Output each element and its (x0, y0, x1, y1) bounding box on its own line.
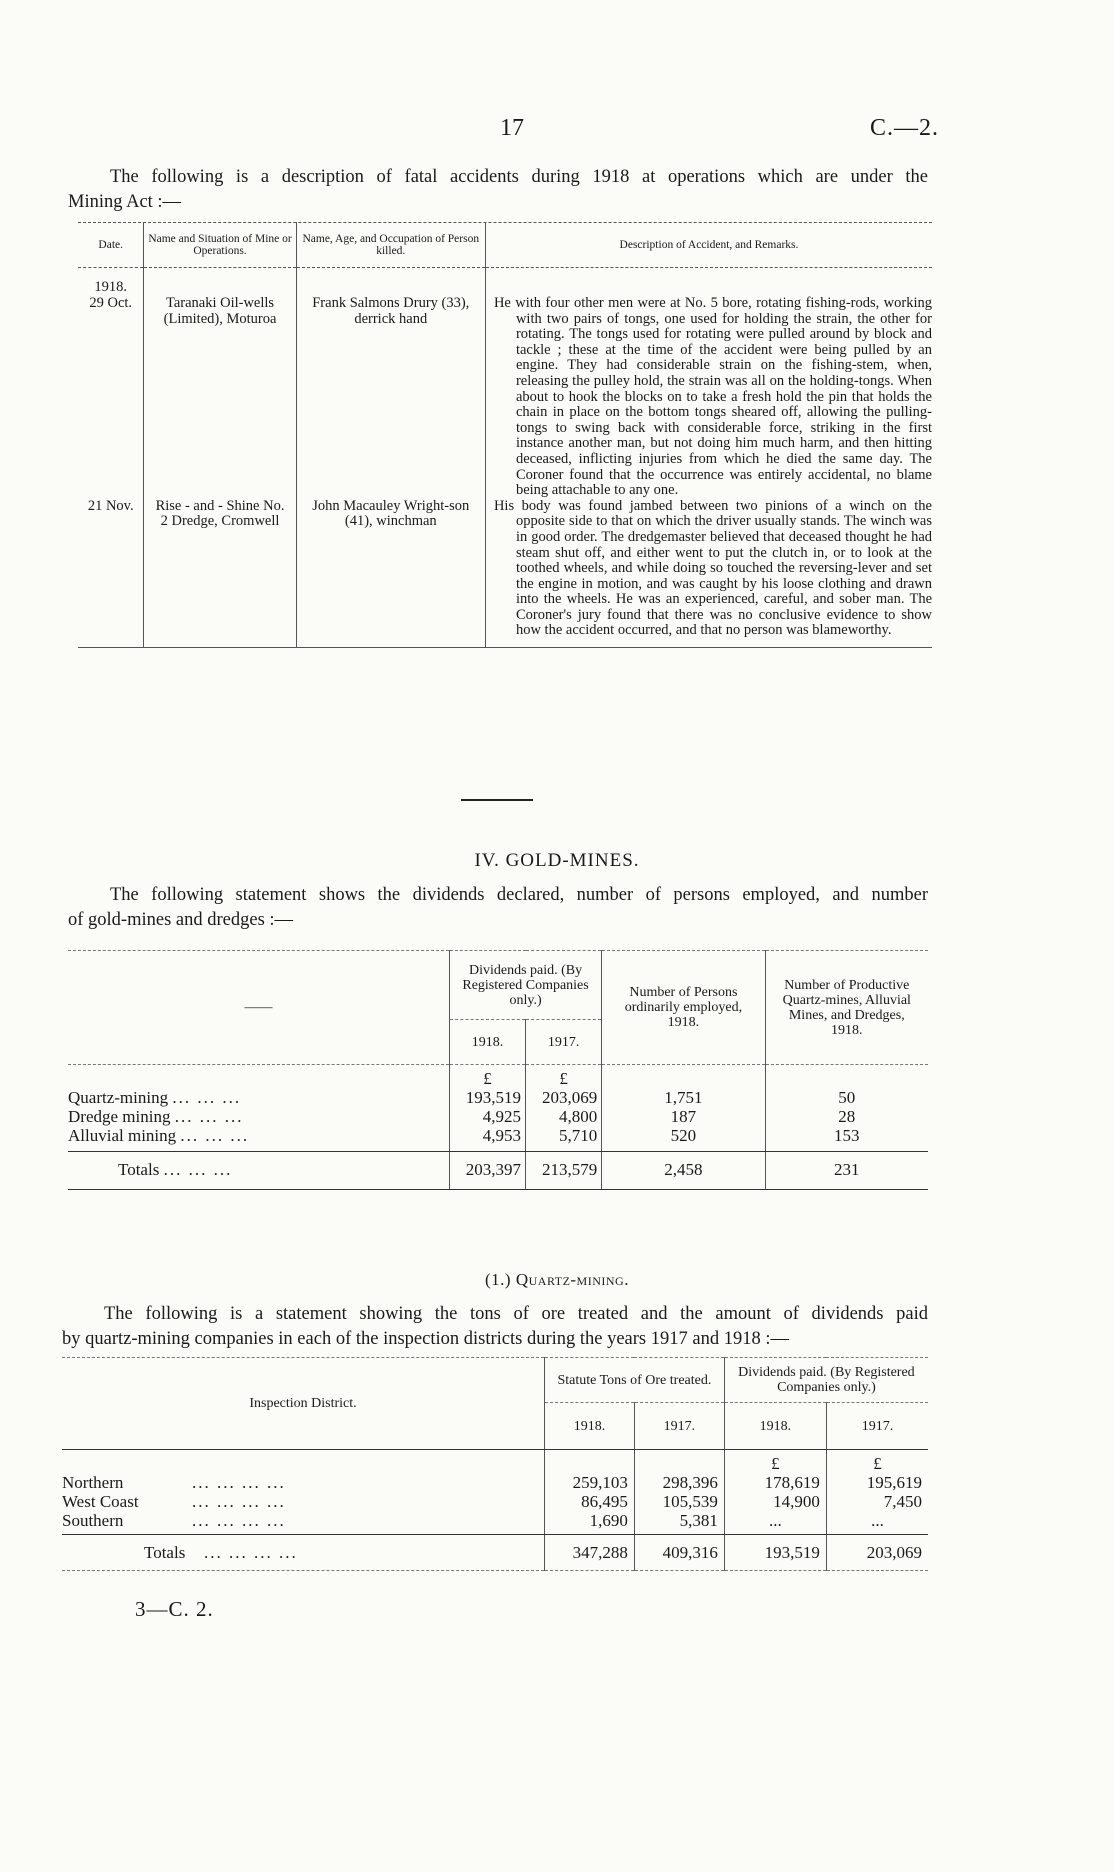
accidents-intro (68, 165, 928, 215)
quartz-row-label: West Coast (62, 1492, 139, 1511)
accidents-header-mine: Name and Situation of Mine or Operations. (144, 222, 296, 268)
quartz-div-1917: 195,619 (826, 1473, 928, 1492)
table-row (68, 1088, 928, 1107)
gold-row-label: Quartz-mining (68, 1088, 169, 1107)
gold-blank-header: —— (68, 951, 449, 1065)
quartz-tons-1918: 259,103 (545, 1473, 635, 1492)
gold-div-1918: 4,953 (449, 1126, 525, 1152)
accidents-intro-line2: Mining Act :— (68, 192, 182, 212)
quartz-div-1918: 14,900 (724, 1492, 826, 1511)
quartz-totals-label: Totals (144, 1543, 186, 1562)
quartz-currency-1918: £ (724, 1450, 826, 1474)
table-row (62, 1473, 928, 1492)
quartz-row-label: Northern (62, 1473, 124, 1492)
gold-div-1917: 4,800 (526, 1107, 602, 1126)
gold-div-1917: 5,710 (526, 1126, 602, 1152)
accident-mine: Rise - and - Shine No. 2 Dredge, Cromwell (144, 499, 296, 648)
leader-dots: ... ... ... ... (192, 1473, 286, 1492)
gold-total-div-1918: 203,397 (449, 1152, 525, 1190)
accidents-header-date: Date. (78, 222, 144, 268)
page-signature: 3—C. 2. (135, 1597, 214, 1621)
gold-dividends-header: Dividends paid. (By Registered Companies only.) (449, 951, 601, 1020)
quartz-tons-header: Statute Tons of Ore treated. (545, 1358, 725, 1403)
accident-date-cell (78, 499, 144, 648)
accidents-header-description: Description of Accident, and Remarks. (485, 222, 932, 268)
gold-year-1918-header: 1918. (449, 1020, 525, 1065)
quartz-total-div-1917: 203,069 (826, 1535, 928, 1571)
leader-dots: ... ... ... (180, 1126, 250, 1145)
gold-mines-count: 153 (765, 1126, 928, 1152)
quartz-district-header: Inspection District. (62, 1358, 545, 1450)
quartz-tons-1918: 86,495 (545, 1492, 635, 1511)
table-row-totals (68, 1152, 928, 1190)
accidents-table (78, 222, 932, 648)
accident-person: John Macauley Wright-son (41), winchman (296, 499, 485, 648)
leader-dots: ... ... ... ... (192, 1492, 286, 1511)
quartz-tons-1917: 105,539 (634, 1492, 724, 1511)
quartz-tons-1917: 5,381 (634, 1511, 724, 1535)
page-number: 17 (500, 115, 524, 141)
accident-date: 21 Nov. (87, 497, 134, 514)
quartz-tons-1918: 1,690 (545, 1511, 635, 1535)
table-row (68, 1126, 928, 1152)
accident-date-cell (78, 268, 144, 499)
accidents-header-person: Name, Age, and Occupation of Person killed. (296, 222, 485, 268)
leader-dots: ... ... ... (174, 1107, 244, 1126)
quartz-total-div-1918: 193,519 (724, 1535, 826, 1571)
gold-persons: 187 (602, 1107, 765, 1126)
table-row (78, 268, 932, 499)
quartz-mining-heading (0, 1270, 1114, 1290)
accident-description: His body was found jambed between two pinions of a winch on the opposite side to that on which the driver usually stands. The winch was in good order. The dredgemaster believed that deceased thought he had steam shut off, and either went to put the clutch in, or to look at the toothed wheels, and while doing so touched the reversing-lever and set the engine in motion, and was caught by his loose clothing and drawn into the wheels. He was an experienced, careful, and sober man. The Coroner's jury found that there was no conclusive evidence to show how the accident occurred, and that no person was blameworthy. (493, 497, 932, 639)
quartz-div-1917: 7,450 (826, 1492, 928, 1511)
accident-description: He with four other men were at No. 5 bore, rotating fishing-rods, working with two pairs of tongs, one used for holding the strain, the other for rotating. The tongs used for rotating were pulled around by block and tackle ; these at the time of the accident were being pulled by an engine. They had considerable strain on the fishing-stem, when, releasing the pulley hold, the strain was all on the holding-tongs. When about to hook the blocks on to take a fresh hold the pin that holds the chain in place on the bottom tongs sheared off, allowing the pulling-tongs to swing back with considerable force, striking in the first instance another man, but not doing him much harm, and then hitting deceased, inflicting injuries from which he died the same day. The Coroner found that the occurrence was entirely accidental, no blame being attachable to any one. (493, 295, 932, 499)
table-row-totals (62, 1535, 928, 1571)
gold-totals-label: Totals (118, 1160, 160, 1179)
quartz-tons-1917: 298,396 (634, 1473, 724, 1492)
quartz-div-1917-header: 1917. (826, 1403, 928, 1450)
quartz-div-1917: ... (826, 1511, 928, 1535)
accident-year: 1918. (94, 279, 128, 295)
accident-description-cell (485, 268, 932, 499)
gold-row-label: Alluvial mining (68, 1126, 177, 1145)
leader-dots: ... ... ... ... (192, 1511, 286, 1530)
quartz-intro (62, 1302, 928, 1352)
quartz-dividends-header: Dividends paid. (By Registered Companies only.) (724, 1358, 928, 1403)
leader-dots: ... ... ... (172, 1088, 242, 1107)
gold-mines-count-header: Number of Productive Quartz-mines, Alluvial Mines, and Dredges, 1918. (765, 951, 928, 1065)
accident-date: 29 Oct. (89, 294, 133, 311)
table-row (78, 499, 932, 648)
table-row (62, 1492, 928, 1511)
gold-persons: 520 (602, 1126, 765, 1152)
gold-mines-count: 28 (765, 1107, 928, 1126)
quartz-total-tons-1918: 347,288 (545, 1535, 635, 1571)
accidents-intro-line1: The following is a description of fatal accidents during 1918 at operations which are under the (110, 167, 928, 187)
gold-mines-table (68, 950, 928, 1190)
gold-intro-line2: of gold-mines and dredges :— (68, 910, 294, 930)
gold-year-1917-header: 1917. (526, 1020, 602, 1065)
accident-description-cell (485, 499, 932, 648)
gold-total-mines: 231 (765, 1152, 928, 1190)
quartz-row-label: Southern (62, 1511, 124, 1530)
leader-dots: ... ... ... ... (204, 1543, 298, 1562)
section-divider (461, 799, 533, 801)
quartz-div-1918: 178,619 (724, 1473, 826, 1492)
gold-intro-line1: The following statement shows the dividends declared, number of persons employed, and number (110, 885, 928, 905)
quartz-heading-prefix: (1.) (485, 1270, 516, 1289)
quartz-total-tons-1917: 409,316 (634, 1535, 724, 1571)
gold-div-1917: 203,069 (526, 1088, 602, 1107)
quartz-intro-line2: by quartz-mining companies in each of the inspection districts during the years 1917 and 1918 :— (62, 1329, 789, 1349)
page-reference: C.—2. (870, 115, 940, 141)
leader-dots: ... ... ... (163, 1160, 233, 1179)
gold-persons: 1,751 (602, 1088, 765, 1107)
gold-currency-1917: £ (526, 1065, 602, 1089)
quartz-heading-text: Quartz-mining. (515, 1270, 629, 1289)
gold-currency-1918: £ (449, 1065, 525, 1089)
gold-mines-count: 50 (765, 1088, 928, 1107)
quartz-intro-line1: The following is a statement showing the tons of ore treated and the amount of dividends paid (104, 1304, 928, 1324)
table-row (68, 1107, 928, 1126)
gold-persons-header: Number of Persons ordinarily employed, 1918. (602, 951, 765, 1065)
gold-mines-heading: IV. GOLD-MINES. (474, 850, 640, 871)
table-row (62, 1511, 928, 1535)
quartz-tons-1917-header: 1917. (634, 1403, 724, 1450)
quartz-tons-1918-header: 1918. (545, 1403, 635, 1450)
gold-row-label: Dredge mining (68, 1107, 171, 1126)
gold-total-persons: 2,458 (602, 1152, 765, 1190)
accident-mine: Taranaki Oil-wells (Limited), Moturoa (144, 268, 296, 499)
quartz-currency-1917: £ (826, 1450, 928, 1474)
gold-div-1918: 4,925 (449, 1107, 525, 1126)
gold-total-div-1917: 213,579 (526, 1152, 602, 1190)
gold-div-1918: 193,519 (449, 1088, 525, 1107)
quartz-mining-table (62, 1357, 928, 1571)
quartz-div-1918: ... (724, 1511, 826, 1535)
accident-person: Frank Salmons Drury (33), derrick hand (296, 268, 485, 499)
gold-mines-intro (68, 883, 928, 933)
quartz-div-1918-header: 1918. (724, 1403, 826, 1450)
